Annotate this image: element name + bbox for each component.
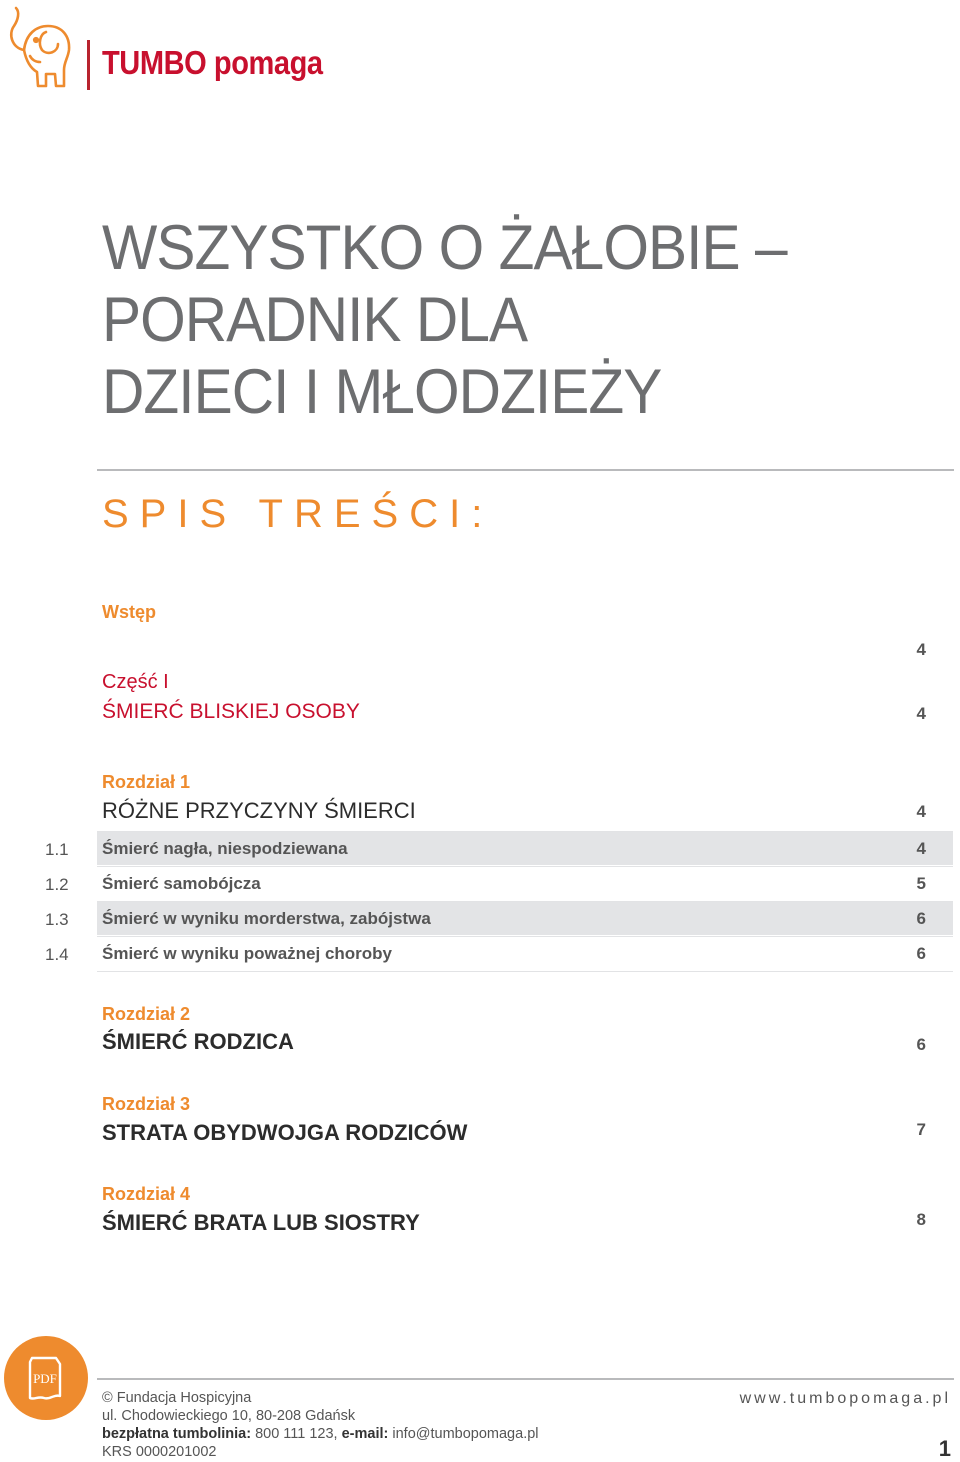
section-number: 1.4 (45, 945, 69, 964)
pdf-label: PDF (33, 1371, 57, 1386)
toc-part1-page: 4 (916, 704, 926, 723)
toc-section-row[interactable] (97, 936, 953, 970)
hotline-value[interactable]: 800 111 123, (255, 1426, 338, 1442)
title-line-1: WSZYSTKO O ŻAŁOBIE – (102, 213, 787, 283)
toc-chapter4-title[interactable]: ŚMIERĆ BRATA LUB SIOSTRY (102, 1210, 420, 1235)
section-page: 5 (916, 874, 926, 893)
elephant-icon (6, 4, 76, 92)
pdf-icon[interactable] (4, 1336, 88, 1420)
hotline-label: bezpłatna tumbolinia: (102, 1426, 252, 1442)
toc-part1-title[interactable]: ŚMIERĆ BLISKIEJ OSOBY (102, 700, 360, 723)
toc-chapter3-label[interactable]: Rozdział 3 (102, 1094, 191, 1114)
toc-heading: SPIS TREŚCI: (102, 492, 494, 536)
email-value[interactable]: info@tumbopomaga.pl (392, 1426, 539, 1442)
toc-part1-label[interactable]: Część I (102, 671, 169, 693)
toc-chapter1-label[interactable]: Rozdział 1 (102, 772, 191, 792)
footer-website-link[interactable]: www.tumbopomaga.pl (739, 1390, 951, 1407)
toc-section-row[interactable] (97, 866, 953, 900)
toc-chapter2-page: 6 (916, 1035, 926, 1054)
section-number: 1.3 (45, 910, 69, 929)
toc-chapter4-page: 8 (916, 1210, 926, 1229)
section-title: Śmierć samobójcza (102, 874, 261, 893)
email-label: e-mail: (341, 1426, 389, 1442)
toc-chapter2-label[interactable]: Rozdział 2 (102, 1004, 191, 1024)
toc-chapter1-title[interactable]: RÓŻNE PRZYCZYNY ŚMIERCI (102, 798, 416, 823)
rows-divider (97, 971, 953, 972)
footer-krs: KRS 0000201002 (102, 1444, 217, 1460)
footer-address: ul. Chodowieckiego 10, 80-208 Gdańsk (102, 1408, 356, 1424)
toc-chapter2-title[interactable]: ŚMIERĆ RODZICA (102, 1029, 294, 1054)
section-page: 6 (916, 909, 926, 928)
toc-chapter3-title[interactable]: STRATA OBYDWOJGA RODZICÓW (102, 1120, 468, 1145)
section-page: 4 (916, 839, 926, 858)
footer-org: © Fundacja Hospicyjna (102, 1390, 252, 1406)
pdf-document-icon (4, 1336, 88, 1420)
section-number: 1.2 (45, 875, 69, 894)
title-divider (97, 469, 954, 471)
toc-section-row[interactable] (97, 831, 953, 865)
toc-chapter1-page: 4 (916, 802, 926, 821)
toc-section-row[interactable] (97, 901, 953, 935)
section-page: 6 (916, 944, 926, 963)
section-title: Śmierć w wyniku poważnej choroby (102, 944, 393, 963)
logo-divider (87, 40, 90, 90)
toc-chapter3-page: 7 (916, 1120, 926, 1139)
section-title: Śmierć nagła, niespodziewana (102, 839, 348, 858)
document-title (102, 212, 865, 428)
brand-name[interactable]: TUMBO pomaga (102, 44, 323, 81)
toc-chapter4-label[interactable]: Rozdział 4 (102, 1184, 191, 1204)
title-line-3: DZIECI I MŁODZIEŻY (102, 357, 662, 427)
footer-contact (102, 1426, 539, 1442)
toc-intro-label[interactable]: Wstęp (102, 602, 156, 622)
section-number: 1.1 (45, 840, 69, 859)
page-number: 1 (938, 1436, 951, 1461)
section-title: Śmierć w wyniku morderstwa, zabójstwa (102, 909, 431, 928)
footer-divider (97, 1378, 954, 1380)
toc-intro-page: 4 (916, 640, 926, 659)
title-line-2: PORADNIK DLA (102, 285, 528, 355)
